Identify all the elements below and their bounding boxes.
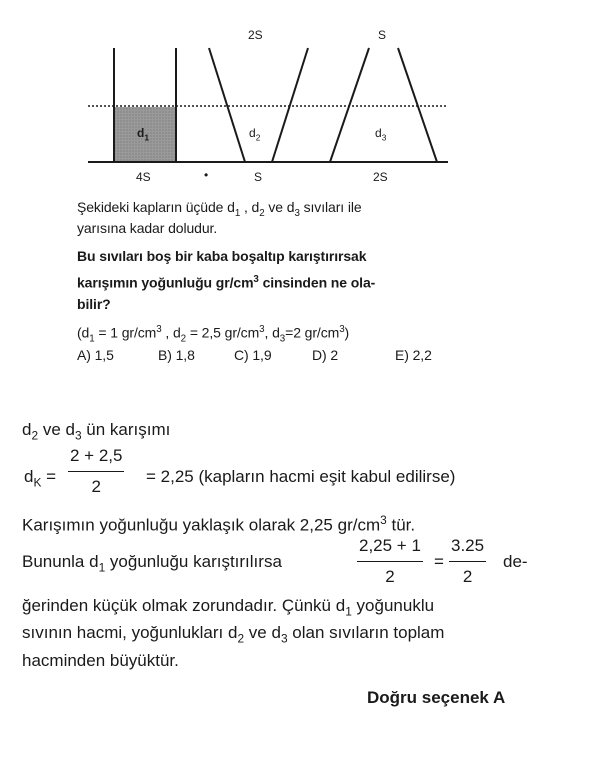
label-top-2s: 2S bbox=[248, 28, 263, 42]
choice-c: C) 1,9 bbox=[234, 347, 272, 363]
question-line-1: Şekideki kapların üçüde $d_1$ , $d_2$ ve $d_3$ sıvıları ile bbox=[77, 199, 362, 219]
label-top-s: S bbox=[378, 28, 387, 42]
fraction-1-denominator: 2 bbox=[91, 477, 101, 496]
fraction-2-denominator: 2 bbox=[385, 567, 395, 586]
container3-right-wall bbox=[398, 48, 437, 162]
dk-label: $d_K$ = bbox=[24, 467, 57, 490]
solution-line-4: Bununla $d_1$ yoğunluğu karıştırılırsa bbox=[22, 552, 282, 575]
equals-sign-2: = bbox=[434, 552, 444, 571]
solution-line-6: sıvının hacmi, yoğunlukları $d_2$ ve $d_3$ olan sıvıların toplam bbox=[22, 623, 445, 646]
label-d1: $d_1$ bbox=[137, 126, 150, 143]
question-given-values: ($d_1 = 1$ $gr/cm^3$ , $d_2 = 2,5$ $gr/cm^3$, $d_3=2$ $gr/cm^3$) bbox=[77, 324, 350, 345]
label-bottom-4s: 4S bbox=[136, 170, 151, 184]
solution-line-5: ğerinden küçük olmak zorundadır. Çünkü $d_1$ yoğunuklu bbox=[22, 596, 435, 619]
question-bold-2: karışımın yoğunluğu $gr/cm^3$ cinsinden ne ola- bbox=[77, 274, 376, 291]
container2-right-wall bbox=[272, 48, 308, 162]
choice-a: A) 1,5 bbox=[77, 347, 114, 363]
label-bottom-2s: 2S bbox=[373, 170, 388, 184]
label-d3: $d_3$ bbox=[375, 126, 387, 143]
choice-e: E) 2,2 bbox=[395, 347, 432, 363]
question-bold-3: bilir? bbox=[77, 296, 111, 312]
fraction-3-numerator: 3.25 bbox=[449, 532, 486, 562]
container2-left-wall bbox=[209, 48, 245, 162]
fraction-2-numerator: 2,25 + 1 bbox=[357, 532, 423, 562]
fraction-1 bbox=[68, 442, 124, 501]
fraction-1-numerator: 2 + 2,5 bbox=[68, 442, 124, 472]
solution-line-1: $d_2$ ve $d_3$ ün karışımı bbox=[22, 420, 171, 443]
solution-line-2: = 2,25 (kapların hacmi eşit kabul edilirse) bbox=[146, 467, 456, 486]
fraction-2 bbox=[357, 532, 423, 591]
choice-b: B) 1,8 bbox=[158, 347, 195, 363]
label-d2: $d_2$ bbox=[249, 126, 261, 143]
solution-line-7: hacminden büyüktür. bbox=[22, 651, 179, 670]
solution-line-3: Karışımın yoğunluğu yaklaşık olarak 2,25 $gr/cm^3$ tür. bbox=[22, 513, 416, 535]
choice-d: D) 2 bbox=[312, 347, 339, 363]
container3-left-wall bbox=[330, 48, 369, 162]
label-bottom-s: S bbox=[254, 170, 263, 184]
correct-answer: Doğru seçenek A bbox=[367, 688, 506, 707]
fraction-3 bbox=[449, 532, 486, 591]
fraction-3-denominator: 2 bbox=[462, 567, 473, 586]
question-bold-1: Bu sıvıları boş bir kaba boşaltıp karıştırırsak bbox=[77, 248, 367, 264]
solution-line-4-end: de- bbox=[503, 552, 528, 571]
containers-figure bbox=[0, 0, 590, 200]
question-line-2: yarısına kadar doludur. bbox=[77, 220, 218, 236]
label-bottom-dot: • bbox=[204, 168, 209, 182]
